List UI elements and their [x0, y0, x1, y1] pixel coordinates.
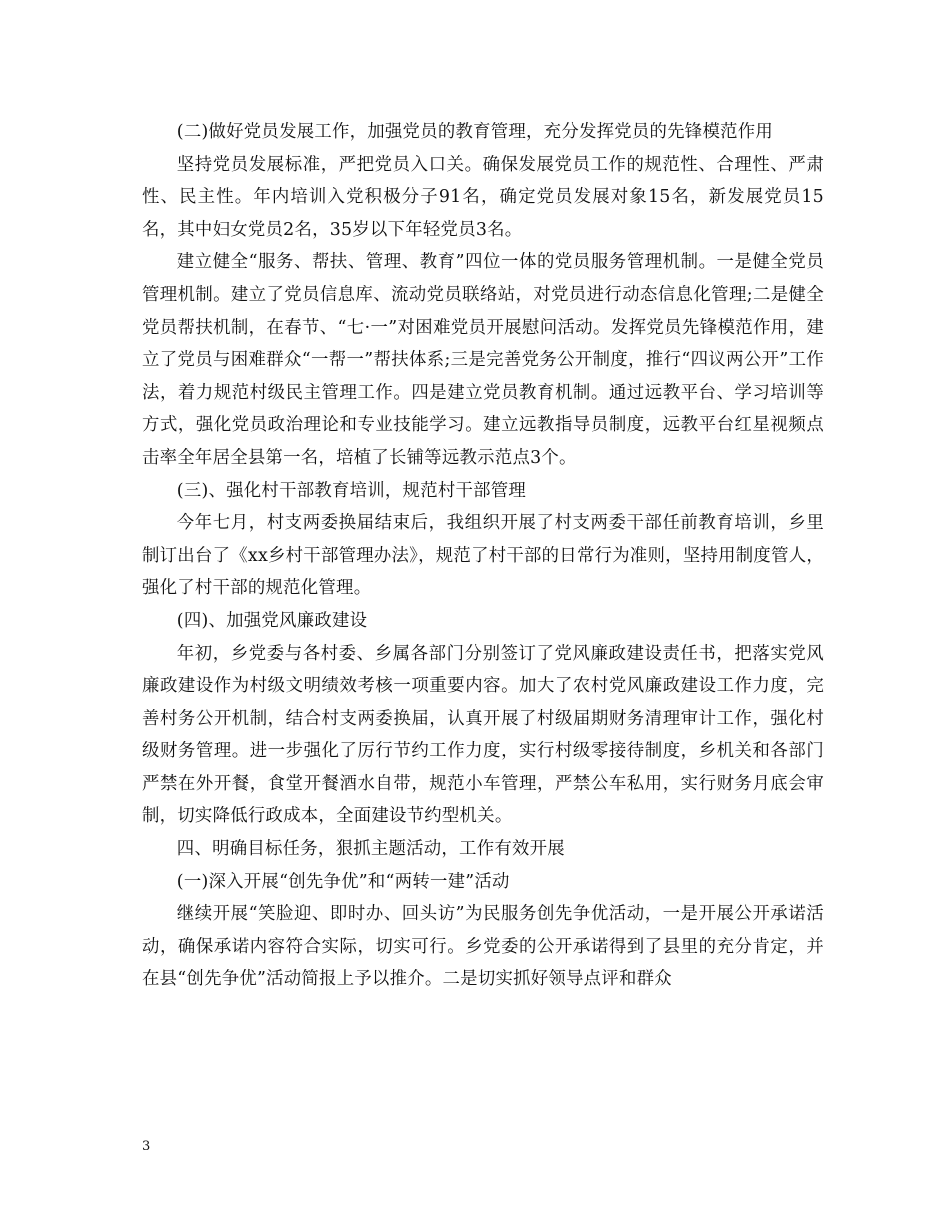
section-heading-excellence-campaign: (一)深入开展“创先争优”和“两转一建”活动: [176, 871, 510, 892]
document-body: [142, 116, 824, 996]
page-number: 3: [142, 1139, 151, 1154]
section-heading-integrity-building: (四)、加强党风廉政建设: [176, 610, 368, 631]
paragraph-village-cadre-training: 今年七月，村支两委换届结束后，我组织开展了村支两委干部任前教育培训，乡里制订出台了《xx乡村干部管理办法》，规范了村干部的日常行为准则，坚持用制度管人，强化了村干部的规范化管理。: [142, 513, 824, 599]
section-heading-party-development: (二)做好党员发展工作，加强党员的教育管理，充分发挥党员的先锋模范作用: [176, 122, 774, 142]
paragraph-integrity-building: 年初，乡党委与各村委、乡属各部门分别签订了党风廉政建设责任书，把落实党风廉政建设作为村级文明绩效考核一项重要内容。加大了农村党风廉政建设工作力度，完善村务公开机制，结合村支两委换届，认真开展了村级届期财务清理审计工作，强化村级财务管理。进一步强化了厉行节约工作力度，实行村级零接待制度，乡机关和各部门严禁在外开餐，食堂开餐酒水自带，规范小车管理，严禁公车私用，实行财务月底会审制，切实降低行政成本，全面建设节约型机关。: [142, 643, 824, 827]
paragraph-excellence-campaign: 继续开展“笑脸迎、即时办、回头访”为民服务创先争优活动，一是开展公开承诺活动，确保承诺内容符合实际，切实可行。乡党委的公开承诺得到了县里的充分肯定，并在县“创先争优”活动简报上予以推介。二是切实抓好领导点评和群众: [142, 904, 824, 990]
section-heading-goals-and-activities: 四、明确目标任务，狠抓主题活动，工作有效开展: [176, 839, 565, 860]
paragraph-member-service-mechanism: 建立健全“服务、帮扶、管理、教育”四位一体的党员服务管理机制。一是健全党员管理机制。建立了党员信息库、流动党员联络站，对党员进行动态信息化管理;二是健全党员帮扶机制，在春节、“七·一”对困难党员开展慰问活动。发挥党员先锋模范作用，建立了党员与困难群众“一帮一”帮扶体系;三是完善党务公开制度，推行“四议两公开”工作法，着力规范村级民主管理工作。四是建立党员教育机制。通过远教平台、学习培训等方式，强化党员政治理论和专业技能学习。建立远教指导员制度，远教平台红星视频点击率全年居全县第一名，培植了长铺等远教示范点3个。: [142, 252, 824, 468]
section-heading-village-cadre-training: (三)、强化村干部教育培训，规范村干部管理: [176, 480, 527, 501]
paragraph-member-development-standards: 坚持党员发展标准，严把党员入口关。确保发展党员工作的规范性、合理性、严肃性、民主性。年内培训入党积极分子91名，确定党员发展对象15名，新发展党员15名，其中妇女党员2名，35岁以下年轻党员3名。: [142, 154, 824, 240]
